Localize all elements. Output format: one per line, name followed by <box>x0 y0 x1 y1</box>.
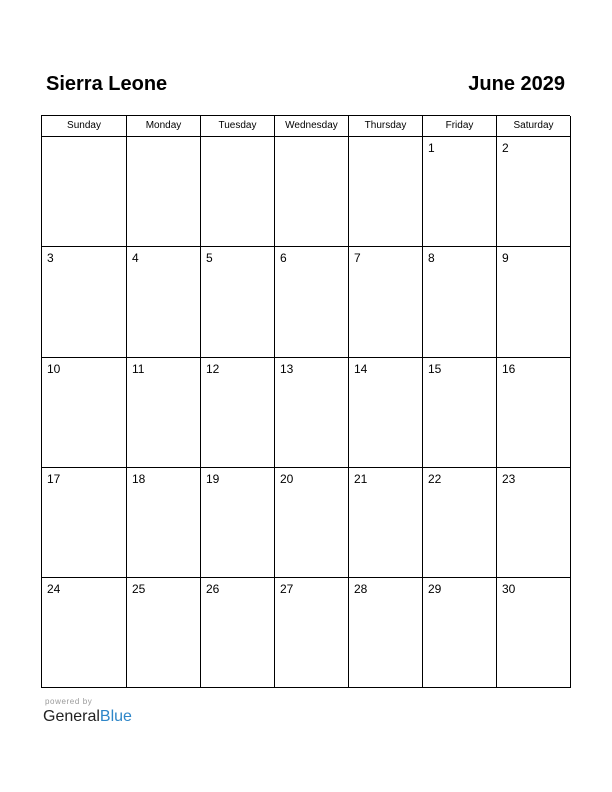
day-cell <box>349 358 423 468</box>
day-cell <box>127 358 201 468</box>
day-cell <box>423 578 497 688</box>
day-cell <box>42 358 127 468</box>
day-number: 19 <box>206 472 220 486</box>
day-cell <box>275 358 349 468</box>
day-cell <box>201 137 275 247</box>
calendar-month-title: June 2029 <box>468 73 565 95</box>
weekday-header-wednesday: Wednesday <box>275 116 349 137</box>
logo-text-general: General <box>43 708 100 725</box>
weekday-header-thursday: Thursday <box>349 116 423 137</box>
day-number: 10 <box>47 362 61 376</box>
day-number: 8 <box>428 251 435 265</box>
day-cell <box>497 468 571 578</box>
day-number: 18 <box>132 472 146 486</box>
day-cell <box>201 468 275 578</box>
day-number: 9 <box>502 251 509 265</box>
day-number: 11 <box>132 362 145 376</box>
day-number: 25 <box>132 582 146 596</box>
weekday-header-saturday: Saturday <box>497 116 571 137</box>
day-cell <box>497 247 571 358</box>
weekday-header-sunday: Sunday <box>42 116 127 137</box>
day-cell <box>497 137 571 247</box>
day-cell <box>423 358 497 468</box>
weekday-header-friday: Friday <box>423 116 497 137</box>
day-cell <box>275 578 349 688</box>
day-cell <box>423 468 497 578</box>
day-number: 2 <box>502 141 509 155</box>
day-number: 26 <box>206 582 220 596</box>
day-cell <box>127 247 201 358</box>
calendar-country-title: Sierra Leone <box>46 73 168 95</box>
day-cell <box>275 247 349 358</box>
day-cell <box>349 468 423 578</box>
day-number: 4 <box>132 251 139 265</box>
day-cell <box>423 247 497 358</box>
day-number: 16 <box>502 362 516 376</box>
day-number: 1 <box>428 141 435 155</box>
day-number: 29 <box>428 582 442 596</box>
day-number: 3 <box>47 251 54 265</box>
day-cell <box>201 358 275 468</box>
day-number: 23 <box>502 472 516 486</box>
day-number: 28 <box>354 582 368 596</box>
day-cell <box>42 578 127 688</box>
day-number: 27 <box>280 582 294 596</box>
day-number: 6 <box>280 251 287 265</box>
day-cell <box>127 468 201 578</box>
day-cell <box>275 137 349 247</box>
day-number: 7 <box>354 251 361 265</box>
day-cell <box>423 137 497 247</box>
weekday-header-monday: Monday <box>127 116 201 137</box>
day-number: 20 <box>280 472 294 486</box>
day-number: 22 <box>428 472 442 486</box>
powered-by-text: powered by <box>45 697 93 706</box>
day-cell <box>127 578 201 688</box>
generalblue-logo[interactable] <box>43 708 132 726</box>
day-number: 21 <box>354 472 368 486</box>
day-cell <box>42 247 127 358</box>
day-cell <box>201 578 275 688</box>
day-number: 12 <box>206 362 220 376</box>
day-cell <box>42 468 127 578</box>
day-cell <box>42 137 127 247</box>
calendar-grid <box>41 115 570 688</box>
day-cell <box>349 137 423 247</box>
day-cell <box>497 358 571 468</box>
day-cell <box>275 468 349 578</box>
day-number: 14 <box>354 362 368 376</box>
day-number: 5 <box>206 251 213 265</box>
day-number: 17 <box>47 472 61 486</box>
day-number: 30 <box>502 582 516 596</box>
day-cell <box>349 578 423 688</box>
day-cell <box>127 137 201 247</box>
day-cell <box>497 578 571 688</box>
day-number: 13 <box>280 362 294 376</box>
day-cell <box>349 247 423 358</box>
day-cell <box>201 247 275 358</box>
day-number: 24 <box>47 582 61 596</box>
day-number: 15 <box>428 362 442 376</box>
weekday-header-tuesday: Tuesday <box>201 116 275 137</box>
logo-text-blue: Blue <box>99 708 132 725</box>
footer-branding <box>43 697 132 726</box>
